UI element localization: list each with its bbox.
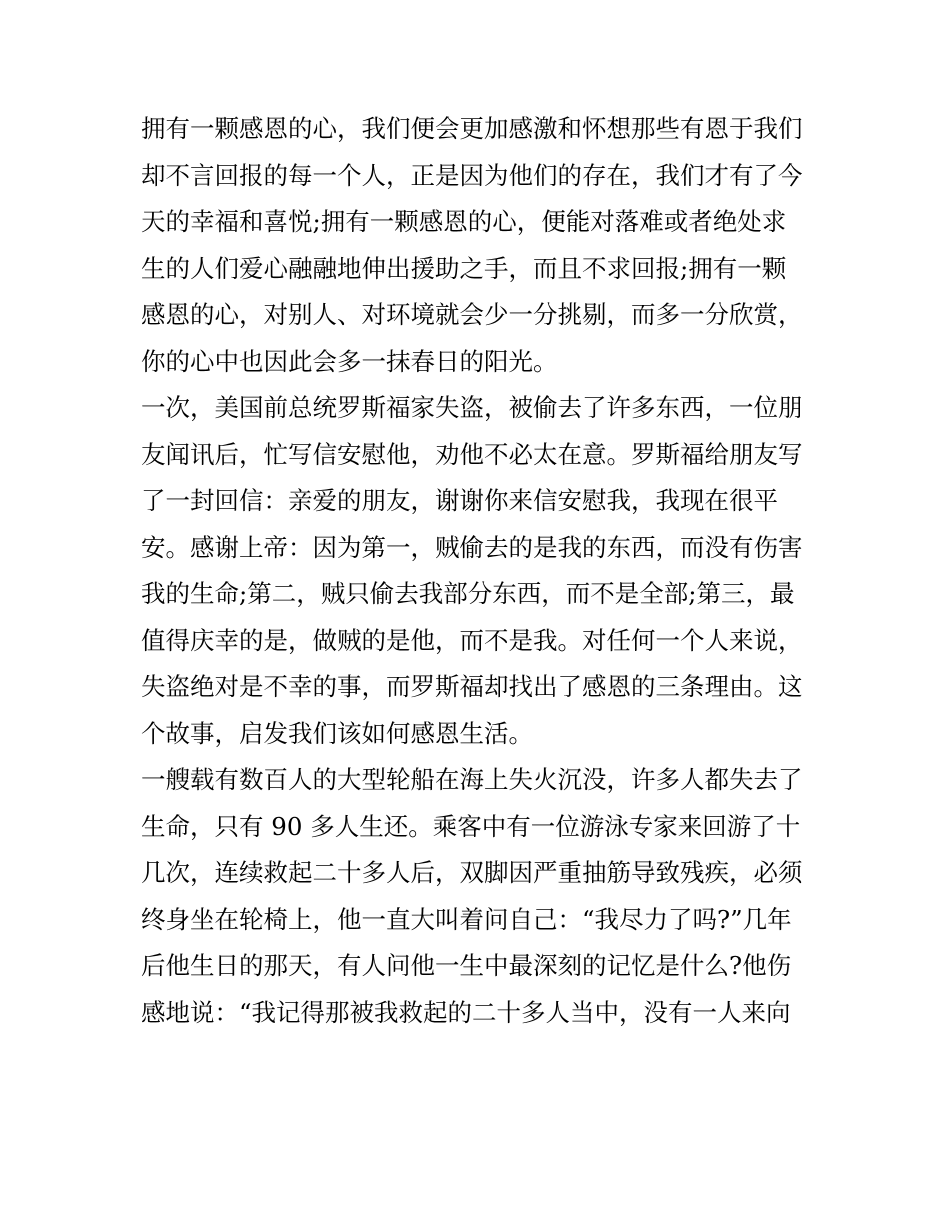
text-line: 失盗绝对是不幸的事，而罗斯福却找出了感恩的三条理由。这 (141, 672, 803, 701)
text-line: 生命，只有 90 多人生还。乘客中有一位游泳专家来回游了十 (141, 811, 801, 841)
text-line: 安。感谢上帝：因为第一，贼偷去的是我的东西，而没有伤害 (141, 532, 803, 562)
text-line: 友闻讯后，忙写信安慰他，劝他不必太在意。罗斯福给朋友写 (141, 439, 803, 469)
text-line: 个故事，启发我们该如何感恩生活。 (141, 718, 533, 748)
document-body (141, 106, 821, 1036)
text-line: 天的幸福和喜悦;拥有一颗感恩的心，便能对落难或者绝处求 (141, 207, 787, 236)
paragraph-roosevelt-story (141, 385, 821, 757)
paragraph-gratitude-heart (141, 106, 821, 385)
text-line: 值得庆幸的是，做贼的是他，而不是我。对任何一个人来说， (141, 625, 803, 655)
text-line: 却不言回报的每一个人，正是因为他们的存在，我们才有了今 (141, 160, 803, 190)
text-line: 后他生日的那天，有人问他一生中最深刻的记忆是什么?他伤 (141, 951, 792, 980)
text-line: 你的心中也因此会多一抹春日的阳光。 (141, 346, 558, 376)
paragraph-ship-rescue-story (141, 757, 821, 1036)
text-line: 终身坐在轮椅上，他一直大叫着问自己：“我尽力了吗?”几年 (141, 904, 792, 934)
text-line: 了一封回信：亲爱的朋友，谢谢你来信安慰我，我现在很平 (141, 486, 778, 515)
text-line: 一次，美国前总统罗斯福家失盗，被偷去了许多东西，一位朋 (141, 393, 803, 422)
text-line: 拥有一颗感恩的心，我们便会更加感激和怀想那些有恩于我们 (141, 114, 803, 143)
text-line: 我的生命;第二，贼只偷去我部分东西，而不是全部;第三，最 (141, 579, 795, 608)
text-line: 感恩的心，对别人、对环境就会少一分挑剔，而多一分欣赏， (141, 300, 803, 329)
text-line: 几次，连续救起二十多人后，双脚因严重抽筋导致残疾，必须 (141, 858, 803, 887)
text-line: 一艘载有数百人的大型轮船在海上失火沉没，许多人都失去了 (141, 765, 803, 794)
text-line: 感地说：“我记得那被我救起的二十多人当中，没有一人来向 (141, 997, 791, 1027)
text-line: 生的人们爱心融融地伸出援助之手，而且不求回报;拥有一颗 (141, 253, 787, 283)
